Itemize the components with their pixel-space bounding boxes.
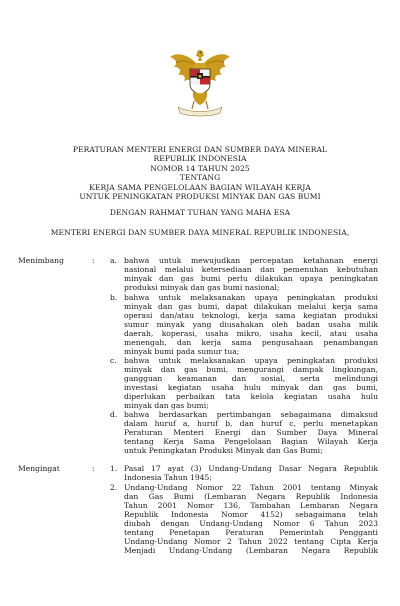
section-label: Menimbang (18, 256, 64, 265)
item-text (124, 483, 378, 556)
text-line: Menjadi Undang-Undang (Lembaran Negara Republik (124, 546, 378, 556)
item-text (124, 464, 378, 482)
text-line: investasi kegiatan usaha hulu minyak dan gas bumi, (124, 382, 378, 392)
text-line: Indonesia Tahun 1945; (124, 473, 212, 483)
text-line: bahwa untuk melaksanakan upaya peningkatan produksi (124, 292, 378, 302)
item-marker: d. (110, 410, 118, 419)
menimbang-section (18, 256, 380, 456)
title-line: KERJA SAMA PENGELOLAAN BAGIAN WILAYAH KERJA (89, 182, 311, 192)
text-line: tentang Kerja Sama Pengelolaan Bagian Wilayah Kerja (124, 437, 378, 447)
title-line: TENTANG (179, 173, 221, 183)
text-line: operasi dan/atau teknologi, kerja sama kegiatan produksi (124, 310, 378, 320)
text-line: Undang-Undang Nomor 22 Tahun 2001 tentang Minyak (124, 482, 378, 492)
text-line: Undang-Undang Nomor 2 Tahun 2022 tentang Cipta Kerja (124, 537, 378, 547)
item-text (124, 293, 378, 357)
text-line: Peraturan Menteri Energi dan Sumber Daya Mineral (124, 428, 378, 438)
item-marker: c. (110, 355, 117, 365)
item-text (124, 256, 378, 292)
text-line: dalam huruf a, huruf b, dan huruf c, perlu menetapkan (124, 419, 378, 429)
text-line: produksi minyak dan gas bumi nasional; (124, 283, 280, 293)
item-marker: b. (110, 292, 118, 302)
text-line: tentang Penetapan Peraturan Pemerintah Pengganti (124, 527, 378, 537)
item-marker: a. (110, 256, 117, 265)
text-line: Republik Indonesia Nomor 4152) sebagaimana telah (124, 509, 378, 519)
section-colon: : (92, 464, 95, 473)
title-line: UNTUK PENINGKATAN PRODUKSI MINYAK DAN GAS BUMI (79, 192, 321, 202)
text-line: minyak dan gas bumi; (124, 400, 209, 410)
item-text (124, 410, 378, 455)
title-line: NOMOR 14 TAHUN 2025 (150, 163, 250, 173)
text-line: sumur minyak yang diusahakan oleh badan usaha milik (124, 319, 378, 329)
text-line: minyak dan gas bumi, dapat dilakukan melalui kerja sama (124, 301, 378, 311)
text-line: diperlukan perbaikan tata kelola kegiatan usaha hulu (124, 391, 378, 401)
item-text (124, 356, 378, 411)
text-line: bahwa untuk melaksanakan upaya peningkatan produksi (124, 355, 378, 365)
item-marker: 2. (110, 482, 118, 492)
text-line: bahwa untuk mewujudkan percepatan ketahanan energi (124, 256, 378, 265)
mengingat-section (18, 464, 380, 594)
text-line: gangguan keamanan dan sosial, serta melindungi (124, 373, 378, 383)
text-line: daerah, koperasi, usaha mikro, usaha kecil, atau usaha (124, 328, 378, 338)
dengan-rahmat: DENGAN RAHMAT TUHAN YANG MAHA ESA (109, 208, 291, 217)
section-label: Mengingat (18, 464, 60, 473)
text-line: untuk Peningkatan Produksi Minyak dan Gas Bumi; (124, 446, 323, 456)
text-line: menengah, dan kerja sama pengusahaan penambangan (124, 337, 378, 347)
text-line: dan Gas Bumi (Lembaran Negara Republik Indonesia (124, 491, 378, 501)
section-colon: : (92, 256, 95, 265)
menteri-heading: MENTERI ENERGI DAN SUMBER DAYA MINERAL REPUBLIK INDONESIA, (50, 228, 350, 237)
text-line: minyak dan gas bumi, mengurangi dampak lingkungan, (124, 364, 378, 374)
text-line: bahwa berdasarkan pertimbangan sebagaimana dimaksud (124, 410, 378, 419)
item-marker: 1. (110, 464, 118, 473)
text-line: Pasal 17 ayat (3) Undang-Undang Dasar Negara Republik (124, 464, 378, 473)
title-line: PERATURAN MENTERI ENERGI DAN SUMBER DAYA MINERAL (72, 145, 328, 154)
text-line: minyak bumi pada sumur tua; (124, 347, 240, 357)
text-line: diubah dengan Undang-Undang Nomor 6 Tahun 2023 (124, 518, 378, 528)
text-line: Tahun 2001 Nomor 136, Tambahan Lembaran Negara (124, 500, 378, 510)
text-line: minyak dan gas bumi perlu dilakukan upaya peningkatan (124, 274, 378, 284)
garuda-pancasila-emblem (168, 47, 232, 119)
regulation-title (40, 145, 360, 201)
text-line: nasional melalui ketersediaan dan pemenuhan kebutuhan (124, 265, 378, 275)
title-line: REPUBLIK INDONESIA (153, 154, 247, 164)
